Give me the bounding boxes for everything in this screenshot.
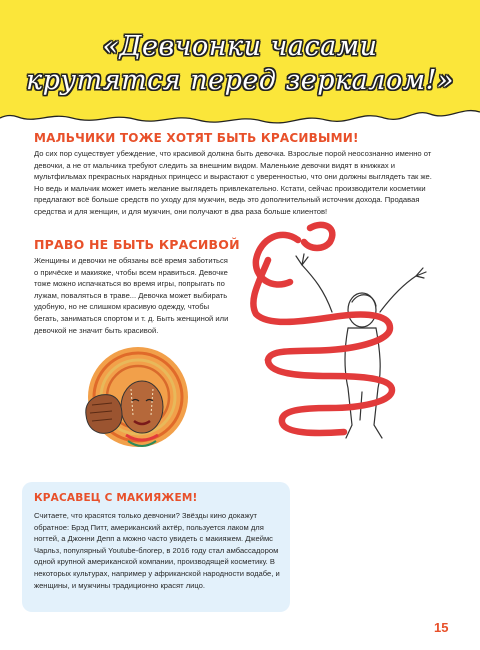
page-number: 15	[434, 620, 449, 635]
page-title	[20, 30, 460, 98]
info-box	[22, 482, 290, 612]
title-line-2: крутятся перед зеркалом!»	[26, 65, 454, 96]
section1-heading: МАЛЬЧИКИ ТОЖЕ ХОТЯТ БЫТЬ КРАСИВЫМИ!	[34, 131, 359, 145]
woman-face-illustration	[82, 345, 192, 460]
title-line-1: «Девчонки часами	[102, 31, 378, 62]
section2-text: Женщины и девочки не обязаны всё время заботиться о причёске и макияже, чтобы всем нравиться. Девочке тоже можно испачкаться во время игры, попрыгать по лужам, поваляться в траве... Девочка может выбирать удобную, но не слишком красивую одежду, чтобы бегать, заниматься спортом и т. д. Быть женщиной или девочкой не значит быть красивой.	[34, 256, 229, 335]
infobox-heading: КРАСАВЕЦ С МАКИЯЖЕМ!	[34, 492, 198, 504]
section1-text: До сих пор существует убеждение, что красивой должна быть девочка. Взрослые порой неосознанно именно от девочки, а не от мальчика требуют следить за внешним видом. Маленькие девочки видят в книжках и мультфильмах прекрасных нарядных принцесс и вырастают с уверенностью, что они должны выглядеть так же. Но ведь и мальчик может иметь желание выглядеть привлекательно. Кстати, сейчас производители косметики предлагают всё больше средств по уходу для мужчин, ведь это дополнительный источник дохода. Продавая средства и для женщин, и для мужчин, они получают в два раза больше клиентов!	[34, 149, 432, 216]
infobox-text: Считаете, что красятся только девчонки? Звёзды кино докажут обратное: Брэд Питт, американский актёр, пользуется лаком для ногтей, а Джонни Депп а можно часто увидеть с макияжем. Джеймс Чарльз, популярный Youtube-блогер, в 2016 году стал амбассадором одной крупной американской компании, производящей косметику. В некоторых культурах, например у африканской народности водабе, и женщины, и мужчины традиционно красят лицо.	[34, 511, 280, 590]
ribbon-figure-illustration	[220, 220, 470, 450]
title-banner	[0, 0, 480, 128]
section2-heading: ПРАВО НЕ БЫТЬ КРАСИВОЙ	[34, 237, 240, 252]
